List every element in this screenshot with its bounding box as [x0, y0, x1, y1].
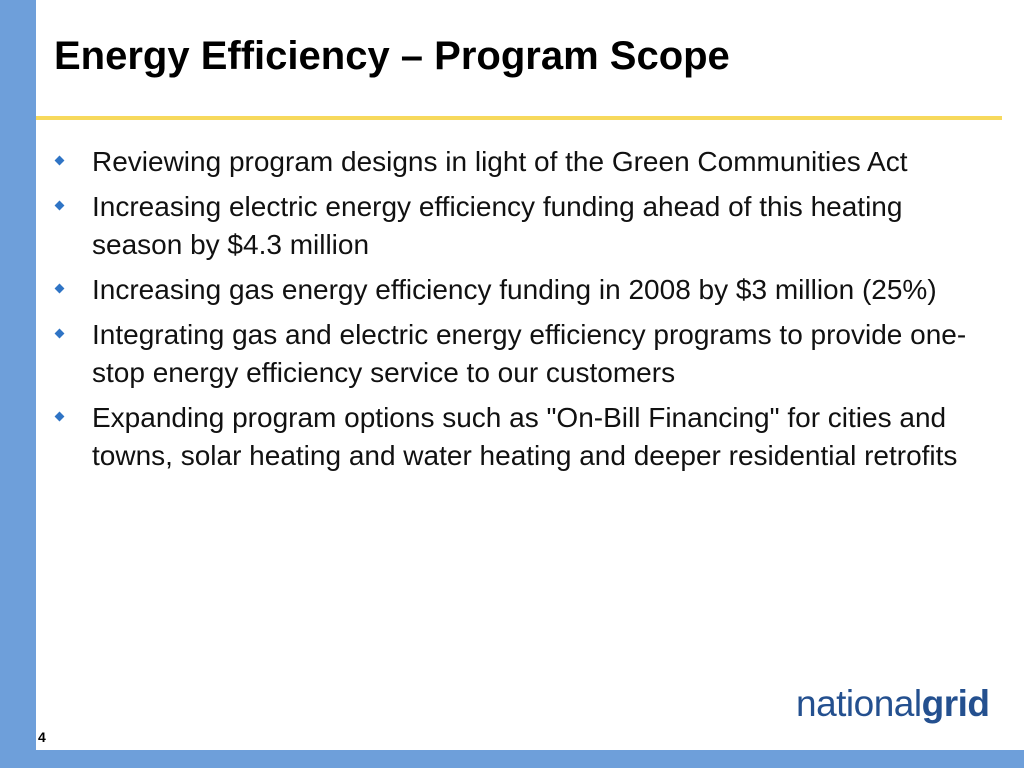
- bullet-item: [54, 271, 994, 309]
- diamond-bullet-icon: [55, 329, 65, 339]
- bullet-item: [54, 188, 994, 264]
- bullet-item: [54, 143, 994, 181]
- slide-title: Energy Efficiency – Program Scope: [54, 34, 730, 78]
- title-divider: [36, 116, 1002, 120]
- diamond-bullet-icon: [55, 156, 65, 166]
- bullet-text: Expanding program options such as "On-Bill Financing" for cities and towns, solar heating and water heating and deeper residential retrofits: [92, 402, 958, 471]
- left-accent-bar: [0, 0, 36, 768]
- national-grid-logo: [796, 682, 990, 726]
- bullet-text: Reviewing program designs in light of the Green Communities Act: [92, 146, 908, 177]
- bottom-accent-bar: [0, 750, 1024, 768]
- bullet-list: [54, 143, 994, 482]
- diamond-bullet-icon: [55, 201, 65, 211]
- bullet-item: [54, 316, 994, 392]
- diamond-bullet-icon: [55, 412, 65, 422]
- diamond-bullet-icon: [55, 284, 65, 294]
- bullet-text: Increasing gas energy efficiency funding in 2008 by $3 million (25%): [92, 274, 937, 305]
- bullet-text: Increasing electric energy efficiency funding ahead of this heating season by $4.3 million: [92, 191, 903, 260]
- page-number: 4: [38, 729, 46, 745]
- bullet-text: Integrating gas and electric energy efficiency programs to provide one-stop energy efficiency service to our customers: [92, 319, 967, 388]
- bullet-item: [54, 399, 994, 475]
- logo-text-grid: grid: [921, 683, 990, 724]
- logo-text-national: national: [796, 683, 922, 724]
